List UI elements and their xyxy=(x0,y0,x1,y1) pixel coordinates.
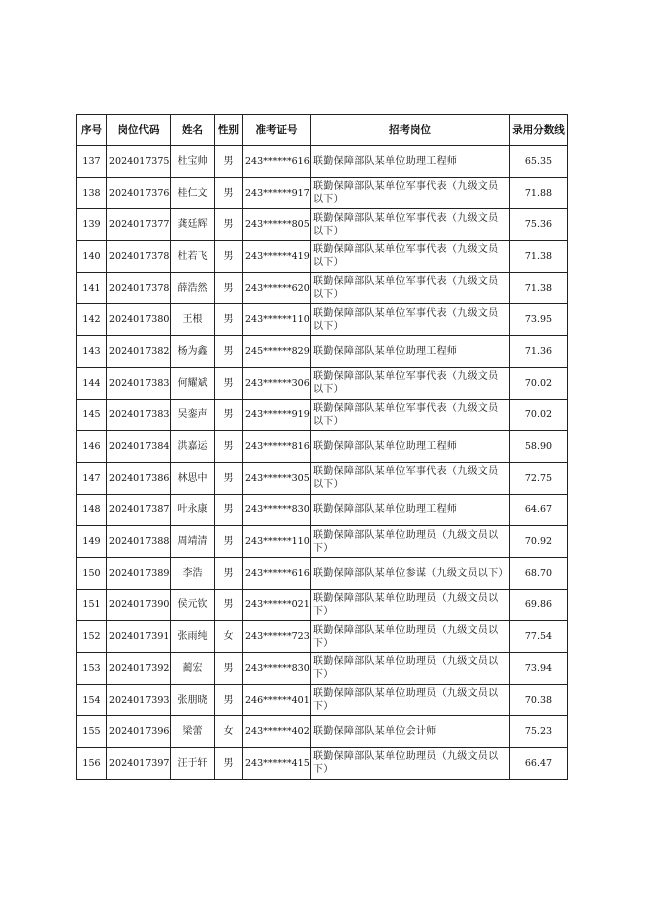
cell-name: 林思中 xyxy=(171,462,215,494)
cell-post-code: 2024017376 xyxy=(107,177,171,209)
cell-gender: 男 xyxy=(215,146,243,178)
cell-post: 联勤保障部队某单位军事代表（九级文员以下） xyxy=(311,367,510,399)
cell-gender: 男 xyxy=(215,272,243,304)
cell-post: 联勤保障部队某单位军事代表（九级文员以下） xyxy=(311,209,510,241)
table-row xyxy=(77,684,568,716)
cell-seq: 143 xyxy=(77,336,107,368)
cell-name: 叶永康 xyxy=(171,494,215,526)
cell-post-code: 2024017391 xyxy=(107,621,171,653)
header-score: 录用分数线 xyxy=(510,115,568,146)
cell-seq: 139 xyxy=(77,209,107,241)
table-row xyxy=(77,304,568,336)
cell-post: 联勤保障部队某单位助理工程师 xyxy=(311,494,510,526)
table-row xyxy=(77,146,568,178)
cell-score: 70.92 xyxy=(510,526,568,558)
cell-exam-id: 243******816 xyxy=(243,431,311,463)
cell-name: 张雨纯 xyxy=(171,621,215,653)
header-row xyxy=(77,115,568,146)
cell-name: 张朋晓 xyxy=(171,684,215,716)
cell-gender: 男 xyxy=(215,241,243,273)
cell-seq: 149 xyxy=(77,526,107,558)
table-row xyxy=(77,431,568,463)
header-seq: 序号 xyxy=(77,115,107,146)
cell-post: 联勤保障部队某单位会计师 xyxy=(311,716,510,748)
cell-seq: 147 xyxy=(77,462,107,494)
cell-score: 65.35 xyxy=(510,146,568,178)
table-row xyxy=(77,557,568,589)
cell-seq: 138 xyxy=(77,177,107,209)
cell-seq: 145 xyxy=(77,399,107,431)
cell-gender: 男 xyxy=(215,684,243,716)
cell-exam-id: 246******401 xyxy=(243,684,311,716)
cell-post-code: 2024017377 xyxy=(107,209,171,241)
cell-post: 联勤保障部队某单位助理工程师 xyxy=(311,336,510,368)
table-row xyxy=(77,272,568,304)
cell-post: 联勤保障部队某单位军事代表（九级文员以下） xyxy=(311,399,510,431)
cell-seq: 148 xyxy=(77,494,107,526)
header-name: 姓名 xyxy=(171,115,215,146)
cell-seq: 151 xyxy=(77,589,107,621)
admission-table xyxy=(76,114,568,780)
cell-score: 75.23 xyxy=(510,716,568,748)
cell-post: 联勤保障部队某单位军事代表（九级文员以下） xyxy=(311,462,510,494)
cell-name: 王根 xyxy=(171,304,215,336)
cell-post-code: 2024017384 xyxy=(107,431,171,463)
cell-name: 杜若飞 xyxy=(171,241,215,273)
cell-post: 联勤保障部队某单位助理员（九级文员以下） xyxy=(311,653,510,685)
cell-exam-id: 243******830 xyxy=(243,494,311,526)
cell-post: 联勤保障部队某单位助理员（九级文员以下） xyxy=(311,621,510,653)
cell-exam-id: 243******110 xyxy=(243,304,311,336)
cell-gender: 男 xyxy=(215,367,243,399)
header-post-code: 岗位代码 xyxy=(107,115,171,146)
cell-post-code: 2024017396 xyxy=(107,716,171,748)
cell-post-code: 2024017378 xyxy=(107,272,171,304)
cell-seq: 140 xyxy=(77,241,107,273)
table-row xyxy=(77,177,568,209)
cell-exam-id: 243******419 xyxy=(243,241,311,273)
cell-gender: 男 xyxy=(215,557,243,589)
cell-seq: 142 xyxy=(77,304,107,336)
cell-exam-id: 243******616 xyxy=(243,146,311,178)
table-row xyxy=(77,462,568,494)
cell-post-code: 2024017387 xyxy=(107,494,171,526)
table-row xyxy=(77,653,568,685)
cell-score: 66.47 xyxy=(510,748,568,780)
cell-exam-id: 243******021 xyxy=(243,589,311,621)
cell-score: 73.95 xyxy=(510,304,568,336)
cell-post: 联勤保障部队某单位参谋（九级文员以下） xyxy=(311,557,510,589)
cell-post-code: 2024017382 xyxy=(107,336,171,368)
cell-post: 联勤保障部队某单位军事代表（九级文员以下） xyxy=(311,272,510,304)
table-row xyxy=(77,241,568,273)
cell-score: 72.75 xyxy=(510,462,568,494)
cell-exam-id: 243******415 xyxy=(243,748,311,780)
cell-score: 58.90 xyxy=(510,431,568,463)
cell-post-code: 2024017375 xyxy=(107,146,171,178)
cell-seq: 152 xyxy=(77,621,107,653)
cell-post: 联勤保障部队某单位军事代表（九级文员以下） xyxy=(311,304,510,336)
cell-post-code: 2024017386 xyxy=(107,462,171,494)
cell-name: 何耀斌 xyxy=(171,367,215,399)
cell-seq: 153 xyxy=(77,653,107,685)
cell-gender: 男 xyxy=(215,209,243,241)
header-exam-id: 准考证号 xyxy=(243,115,311,146)
table-row xyxy=(77,526,568,558)
cell-score: 71.38 xyxy=(510,272,568,304)
cell-exam-id: 243******402 xyxy=(243,716,311,748)
cell-exam-id: 243******620 xyxy=(243,272,311,304)
cell-name: 杜宝帅 xyxy=(171,146,215,178)
cell-post: 联勤保障部队某单位助理工程师 xyxy=(311,146,510,178)
cell-gender: 男 xyxy=(215,399,243,431)
cell-exam-id: 243******616 xyxy=(243,557,311,589)
cell-name: 李浩 xyxy=(171,557,215,589)
cell-gender: 女 xyxy=(215,716,243,748)
cell-score: 70.38 xyxy=(510,684,568,716)
cell-post: 联勤保障部队某单位助理工程师 xyxy=(311,431,510,463)
cell-score: 69.86 xyxy=(510,589,568,621)
cell-name: 蔺宏 xyxy=(171,653,215,685)
cell-post: 联勤保障部队某单位军事代表（九级文员以下） xyxy=(311,177,510,209)
cell-post-code: 2024017389 xyxy=(107,557,171,589)
cell-score: 71.36 xyxy=(510,336,568,368)
cell-gender: 男 xyxy=(215,177,243,209)
table-row xyxy=(77,589,568,621)
cell-exam-id: 243******919 xyxy=(243,399,311,431)
cell-score: 77.54 xyxy=(510,621,568,653)
cell-score: 70.02 xyxy=(510,399,568,431)
cell-gender: 男 xyxy=(215,462,243,494)
cell-exam-id: 243******305 xyxy=(243,462,311,494)
cell-post-code: 2024017378 xyxy=(107,241,171,273)
cell-post-code: 2024017390 xyxy=(107,589,171,621)
cell-name: 薛浩然 xyxy=(171,272,215,304)
cell-post-code: 2024017393 xyxy=(107,684,171,716)
cell-gender: 男 xyxy=(215,494,243,526)
cell-seq: 137 xyxy=(77,146,107,178)
cell-name: 梁蕾 xyxy=(171,716,215,748)
cell-post-code: 2024017397 xyxy=(107,748,171,780)
cell-post-code: 2024017392 xyxy=(107,653,171,685)
cell-gender: 男 xyxy=(215,336,243,368)
cell-seq: 154 xyxy=(77,684,107,716)
table-row xyxy=(77,621,568,653)
cell-exam-id: 245******829 xyxy=(243,336,311,368)
cell-name: 周靖清 xyxy=(171,526,215,558)
cell-score: 73.94 xyxy=(510,653,568,685)
cell-post-code: 2024017380 xyxy=(107,304,171,336)
cell-exam-id: 243******917 xyxy=(243,177,311,209)
cell-post: 联勤保障部队某单位助理员（九级文员以下） xyxy=(311,748,510,780)
cell-post: 联勤保障部队某单位助理员（九级文员以下） xyxy=(311,526,510,558)
cell-exam-id: 243******830 xyxy=(243,653,311,685)
cell-gender: 男 xyxy=(215,431,243,463)
cell-score: 71.38 xyxy=(510,241,568,273)
cell-exam-id: 243******110 xyxy=(243,526,311,558)
header-gender: 性别 xyxy=(215,115,243,146)
cell-post: 联勤保障部队某单位助理员（九级文员以下） xyxy=(311,589,510,621)
cell-post: 联勤保障部队某单位助理员（九级文员以下） xyxy=(311,684,510,716)
cell-gender: 男 xyxy=(215,748,243,780)
cell-post: 联勤保障部队某单位军事代表（九级文员以下） xyxy=(311,241,510,273)
cell-name: 吴銮声 xyxy=(171,399,215,431)
cell-score: 75.36 xyxy=(510,209,568,241)
cell-gender: 男 xyxy=(215,526,243,558)
cell-gender: 女 xyxy=(215,621,243,653)
cell-score: 64.67 xyxy=(510,494,568,526)
cell-score: 71.88 xyxy=(510,177,568,209)
cell-name: 龚廷辉 xyxy=(171,209,215,241)
cell-name: 桂仁文 xyxy=(171,177,215,209)
cell-post-code: 2024017388 xyxy=(107,526,171,558)
cell-exam-id: 243******805 xyxy=(243,209,311,241)
cell-seq: 146 xyxy=(77,431,107,463)
cell-seq: 155 xyxy=(77,716,107,748)
cell-score: 70.02 xyxy=(510,367,568,399)
cell-score: 68.70 xyxy=(510,557,568,589)
cell-seq: 141 xyxy=(77,272,107,304)
cell-exam-id: 243******723 xyxy=(243,621,311,653)
cell-gender: 男 xyxy=(215,653,243,685)
table-row xyxy=(77,209,568,241)
cell-name: 杨为鑫 xyxy=(171,336,215,368)
cell-seq: 144 xyxy=(77,367,107,399)
cell-seq: 156 xyxy=(77,748,107,780)
cell-seq: 150 xyxy=(77,557,107,589)
cell-name: 汪于轩 xyxy=(171,748,215,780)
table-row xyxy=(77,494,568,526)
cell-post-code: 2024017383 xyxy=(107,367,171,399)
cell-post-code: 2024017383 xyxy=(107,399,171,431)
cell-name: 侯元钦 xyxy=(171,589,215,621)
cell-gender: 男 xyxy=(215,304,243,336)
cell-exam-id: 243******306 xyxy=(243,367,311,399)
table-body xyxy=(77,146,568,780)
table-row xyxy=(77,399,568,431)
table-row xyxy=(77,748,568,780)
cell-gender: 男 xyxy=(215,589,243,621)
table-row xyxy=(77,367,568,399)
table-row xyxy=(77,336,568,368)
header-post: 招考岗位 xyxy=(311,115,510,146)
table-row xyxy=(77,716,568,748)
cell-name: 洪嘉运 xyxy=(171,431,215,463)
